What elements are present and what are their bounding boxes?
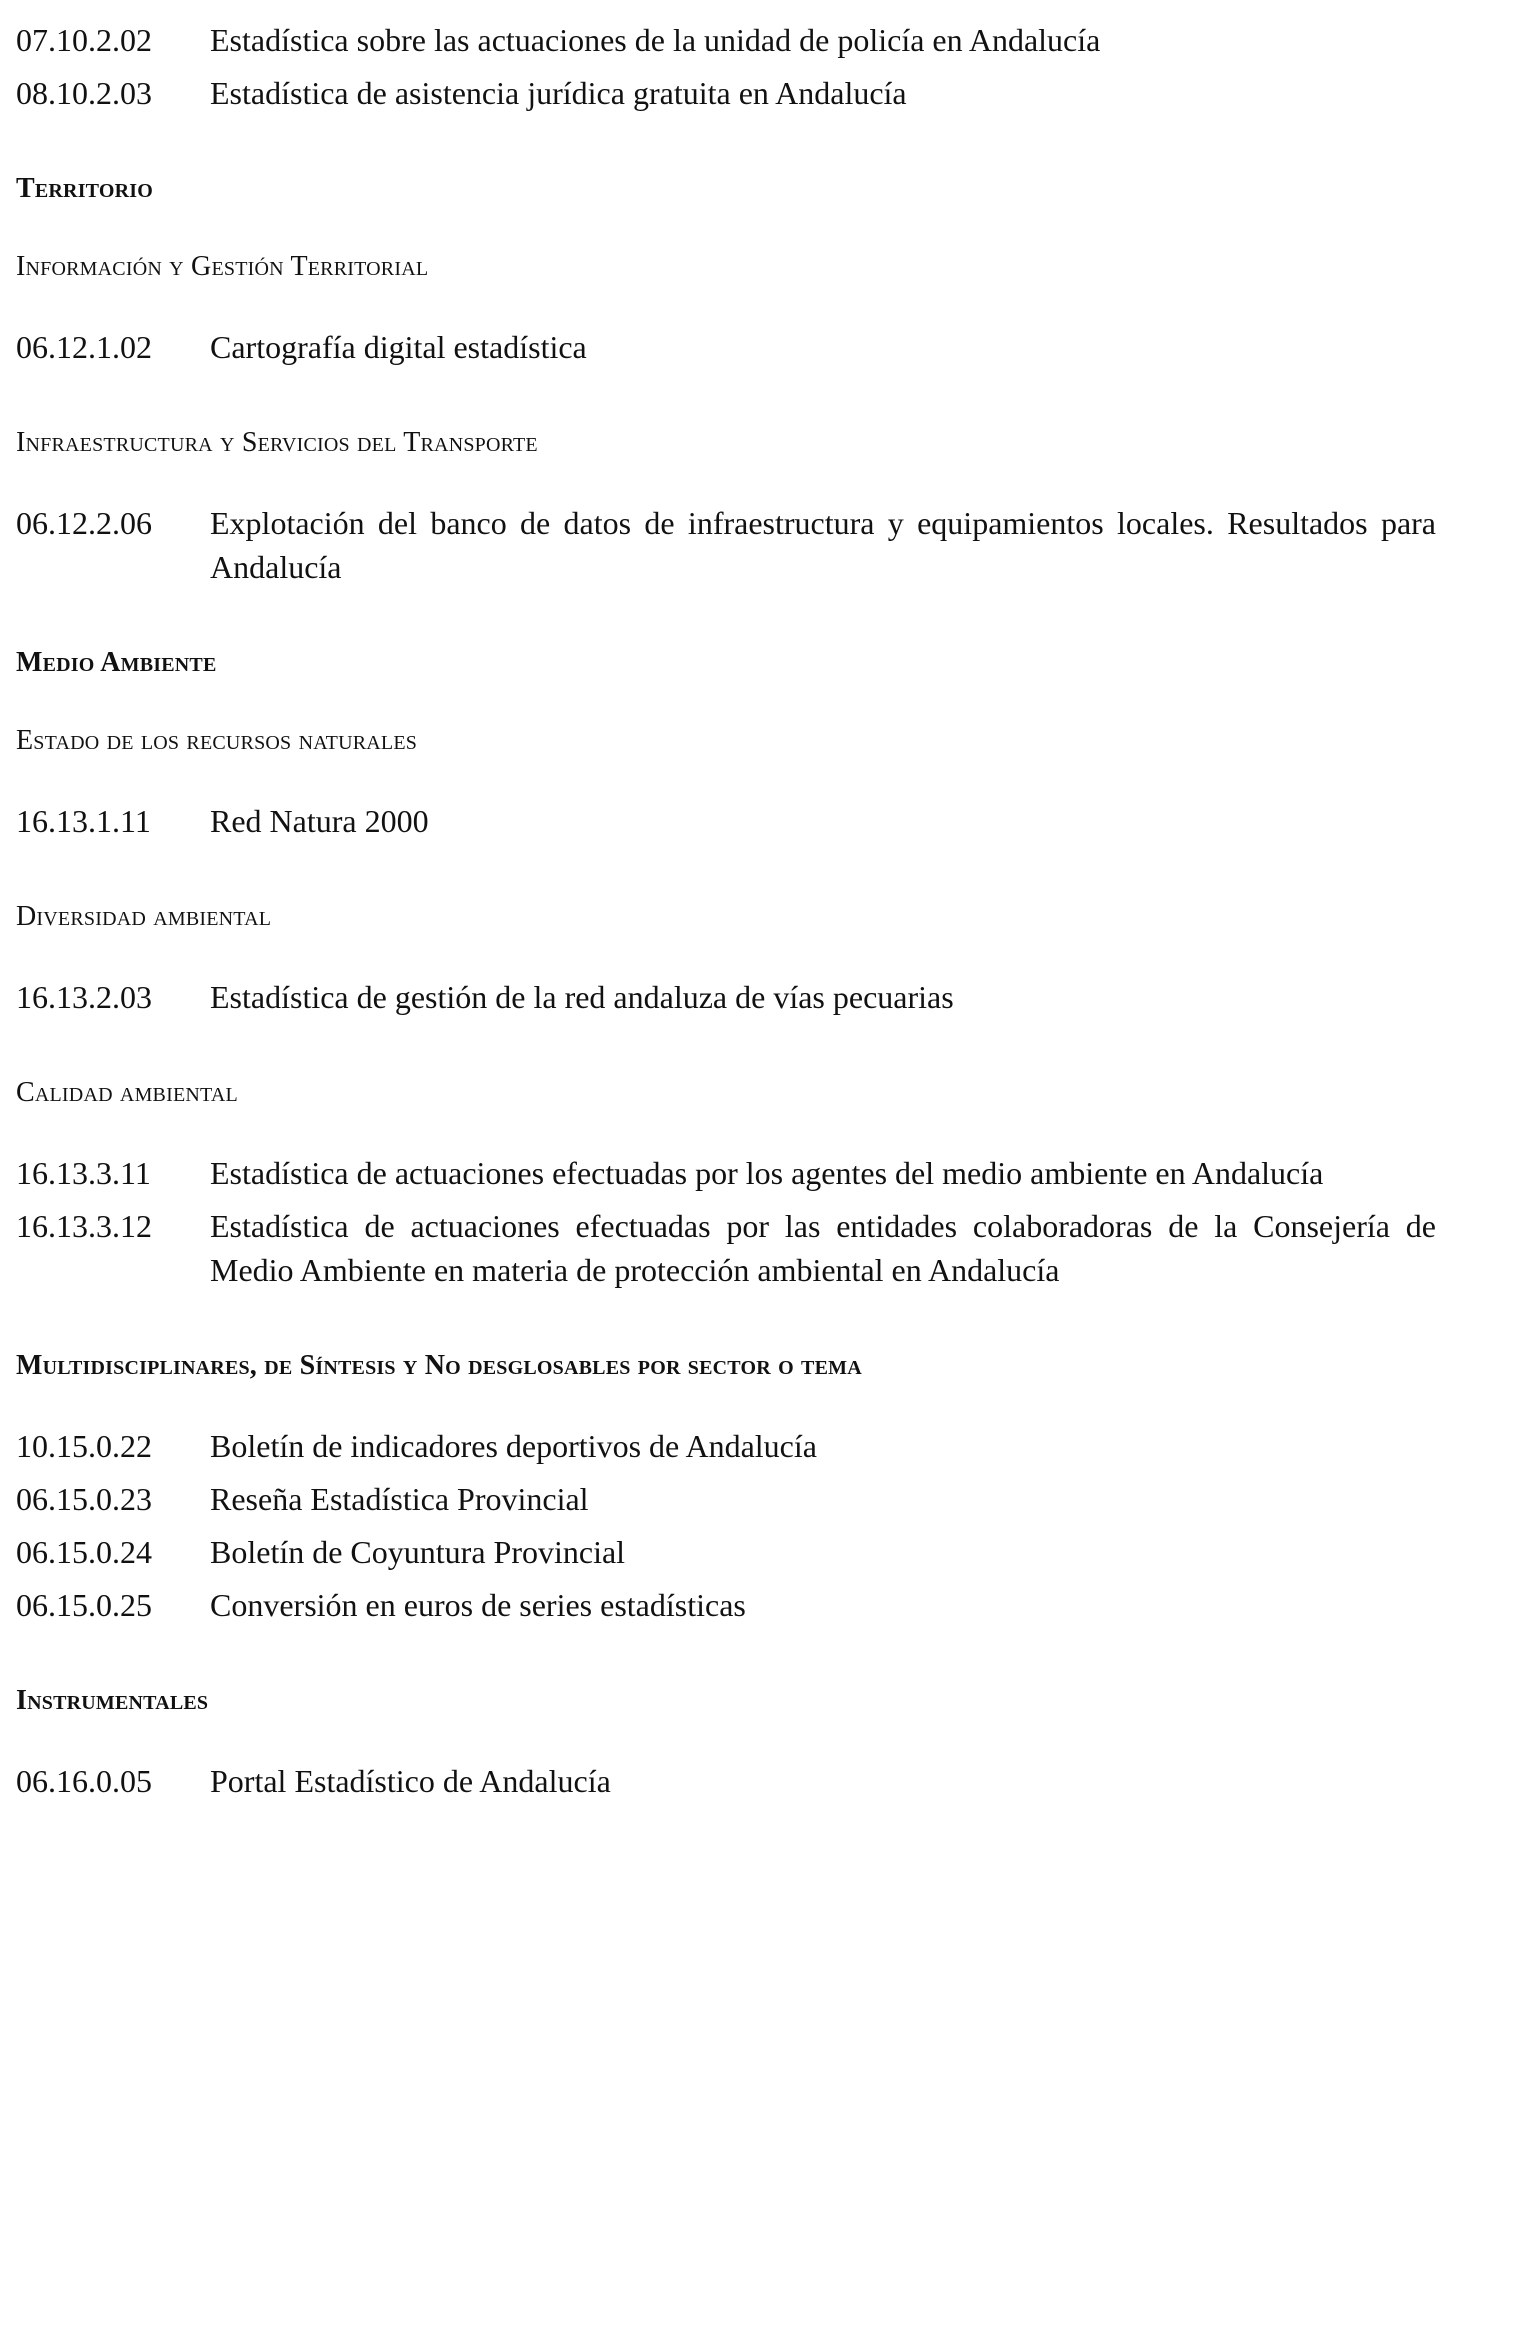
entry-title: Estadística sobre las actuaciones de la unidad de policía en Andalucía: [210, 22, 1101, 58]
entry-code: 16.13.1.11: [16, 803, 151, 839]
catalog-entry: [16, 1759, 1436, 1803]
subsection-heading: Calidad ambiental: [16, 1077, 238, 1108]
entry-code: 06.12.2.06: [16, 505, 152, 541]
entry-title: Portal Estadístico de Andalucía: [210, 1763, 611, 1799]
section-heading: Medio Ambiente: [16, 647, 217, 678]
entry-code: 16.13.2.03: [16, 979, 152, 1015]
entry-code: 06.16.0.05: [16, 1763, 152, 1799]
catalog-entry: [16, 975, 1436, 1019]
entry-title: Estadística de asistencia jurídica gratuita en Andalucía: [210, 75, 907, 111]
entry-title: Estadística de actuaciones efectuadas por las entidades colaboradoras de la Consejería de Medio Ambiente en materia de protección ambiental en Andalucía: [210, 1208, 1436, 1288]
subsection-heading: Información y Gestión Territorial: [16, 251, 429, 282]
catalog-entry: [16, 799, 1436, 843]
subsection-heading: Infraestructura y Servicios del Transporte: [16, 427, 538, 458]
entry-title: Boletín de Coyuntura Provincial: [210, 1534, 626, 1570]
entry-code: 06.12.1.02: [16, 329, 152, 365]
document-body: [16, 18, 1436, 1857]
section-heading: Territorio: [16, 173, 154, 204]
entry-title: Conversión en euros de series estadísticas: [210, 1587, 746, 1623]
catalog-entry: [16, 501, 1436, 589]
catalog-entry: [16, 325, 1436, 369]
entry-title: Reseña Estadística Provincial: [210, 1481, 589, 1517]
entry-title: Boletín de indicadores deportivos de Andalucía: [210, 1428, 817, 1464]
catalog-entry: [16, 1583, 1436, 1627]
entry-code: 10.15.0.22: [16, 1428, 152, 1464]
entry-title: Estadística de gestión de la red andaluza de vías pecuarias: [210, 979, 954, 1015]
entry-title: Cartografía digital estadística: [210, 329, 587, 365]
entry-code: 06.15.0.25: [16, 1587, 152, 1623]
entry-title: Red Natura 2000: [210, 803, 429, 839]
subsection-heading: Estado de los recursos naturales: [16, 725, 418, 756]
entry-code: 08.10.2.03: [16, 75, 152, 111]
entry-code: 06.15.0.23: [16, 1481, 152, 1517]
catalog-entry: [16, 18, 1436, 62]
entry-code: 16.13.3.12: [16, 1208, 152, 1244]
entry-code: 07.10.2.02: [16, 22, 152, 58]
entry-title: Estadística de actuaciones efectuadas por los agentes del medio ambiente en Andalucía: [210, 1155, 1324, 1191]
catalog-entry: [16, 71, 1436, 115]
section-heading: Multidisciplinares, de Síntesis y No desglosables por sector o tema: [16, 1350, 862, 1381]
entry-code: 06.15.0.24: [16, 1534, 152, 1570]
section-heading: Instrumentales: [16, 1685, 209, 1716]
catalog-entry: [16, 1151, 1436, 1195]
catalog-entry: [16, 1477, 1436, 1521]
catalog-entry: [16, 1424, 1436, 1468]
entry-code: 16.13.3.11: [16, 1155, 151, 1191]
catalog-entry: [16, 1204, 1436, 1292]
entry-title: Explotación del banco de datos de infraestructura y equipamientos locales. Resultados para Andalucía: [210, 505, 1436, 585]
subsection-heading: Diversidad ambiental: [16, 901, 272, 932]
catalog-entry: [16, 1530, 1436, 1574]
